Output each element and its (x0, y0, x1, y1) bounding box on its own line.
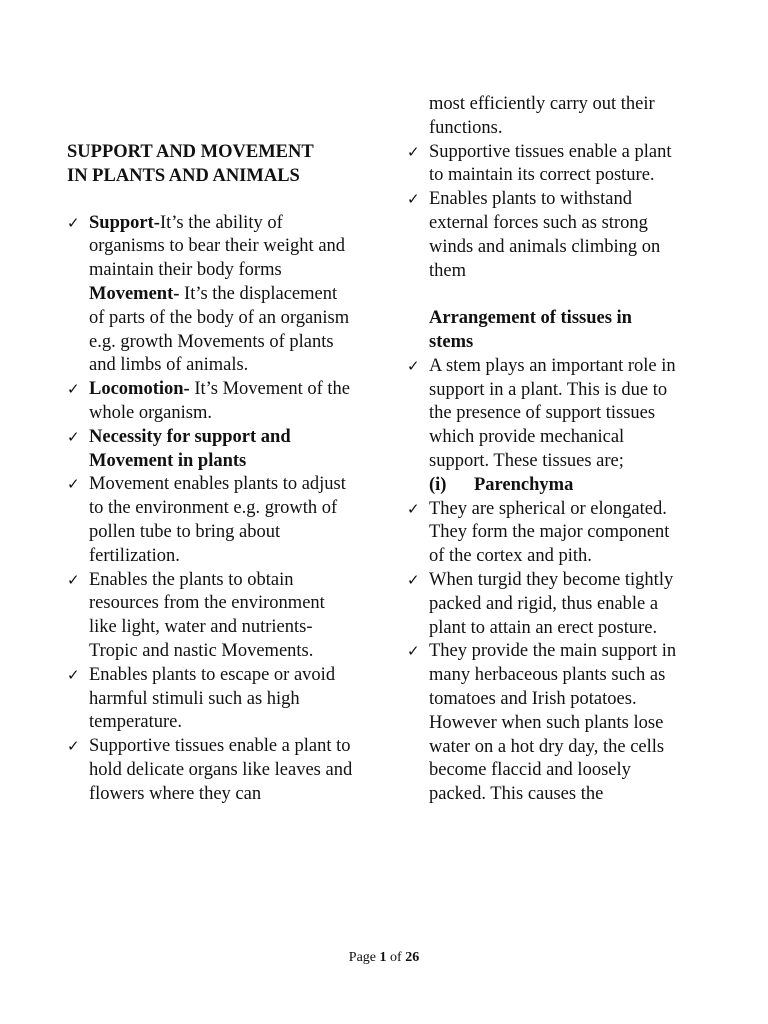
bullet-text: Supportive tissues enable a plant to maintain its correct posture. (429, 141, 672, 186)
bullet-text: Movement enables plants to adjust to the environment e.g. growth of pollen tube to bring about fertilization. (89, 474, 346, 566)
right-bullet-list-b (407, 355, 677, 474)
of-label: of (386, 950, 406, 965)
right-bullet-list-c (407, 498, 677, 807)
subsection-title: Parenchyma (474, 474, 574, 495)
title-line-1: SUPPORT AND MOVEMENT (67, 142, 314, 162)
checkmark-icon: ✓ (67, 737, 80, 756)
definition-support: It’s the ability of organisms to bear their weight and maintain their body forms (89, 212, 346, 281)
checkmark-icon: ✓ (67, 213, 80, 232)
page-title (67, 141, 357, 189)
bullet-text: They provide the main support in many herbaceous plants such as tomatoes and Irish potatoes. However when such plants lose water on a hot dry day, the cells become flaccid and loosely packed. This causes the (429, 641, 677, 805)
list-item (67, 664, 357, 735)
list-item (67, 735, 357, 806)
left-bullet-list (67, 212, 357, 807)
checkmark-icon: ✓ (407, 642, 420, 661)
right-bullet-list-a (407, 141, 677, 284)
list-item (407, 498, 677, 569)
list-item (407, 640, 677, 807)
list-item (407, 569, 677, 640)
bullet-text: Supportive tissues enable a plant to hold delicate organs like leaves and flowers where they can (89, 736, 353, 804)
definition-locomotion: It’s Movement of the whole organism. (89, 379, 351, 423)
spacer (407, 283, 677, 307)
checkmark-icon: ✓ (407, 190, 420, 209)
subsection-heading (407, 474, 677, 498)
term-support: Support- (89, 212, 160, 233)
bullet-text: A stem plays an important role in support in a plant. This is due to the presence of support tissues which provide mechanical support. These tissues are; (429, 355, 676, 471)
continuation-text: most efficiently carry out their functions. (429, 94, 655, 138)
necessity-heading: Necessity for support and Movement in plants (89, 426, 291, 471)
checkmark-icon: ✓ (407, 356, 420, 375)
section-heading: Arrangement of tissues in stems (429, 308, 632, 352)
page-footer (0, 946, 768, 970)
checkmark-icon: ✓ (67, 380, 80, 399)
bullet-text: Enables plants to escape or avoid harmful stimuli such as high temperature. (89, 664, 336, 733)
list-item (67, 473, 357, 568)
list-item (67, 426, 357, 474)
list-item (67, 378, 357, 426)
list-item (407, 141, 677, 189)
left-column (67, 141, 357, 807)
checkmark-icon: ✓ (407, 570, 420, 589)
checkmark-icon: ✓ (407, 142, 420, 161)
bullet-text: When turgid they become tightly packed and rigid, thus enable a plant to attain an erect posture. (429, 569, 674, 638)
total-pages: 26 (405, 950, 420, 965)
title-line-2: IN PLANTS AND ANIMALS (67, 165, 300, 186)
checkmark-icon: ✓ (67, 570, 80, 589)
definition-movement: It’s the displacement of parts of the body of an organism e.g. growth Movements of plants and limbs of animals. (89, 283, 350, 376)
checkmark-icon: ✓ (67, 475, 80, 494)
page-label: Page (348, 950, 380, 965)
list-item (67, 569, 357, 664)
checkmark-icon: ✓ (67, 427, 80, 446)
list-item (67, 212, 357, 379)
subsection-number: (i) (429, 474, 447, 495)
bullet-text: Enables the plants to obtain resources from the environment like light, water and nutrients-Tropic and nastic Movements. (89, 569, 325, 661)
checkmark-icon: ✓ (407, 499, 420, 518)
list-item (407, 188, 677, 283)
current-page-number: 1 (379, 950, 387, 965)
bullet-text: They are spherical or elongated. They form the major component of the cortex and pith. (429, 498, 670, 567)
term-movement: Movement- (89, 283, 180, 304)
list-item (407, 355, 677, 474)
checkmark-icon: ✓ (67, 665, 80, 684)
bullet-text: Enables plants to withstand external forces such as strong winds and animals climbing on them (429, 189, 661, 281)
right-column (407, 93, 677, 807)
term-locomotion: Locomotion- (89, 379, 190, 400)
